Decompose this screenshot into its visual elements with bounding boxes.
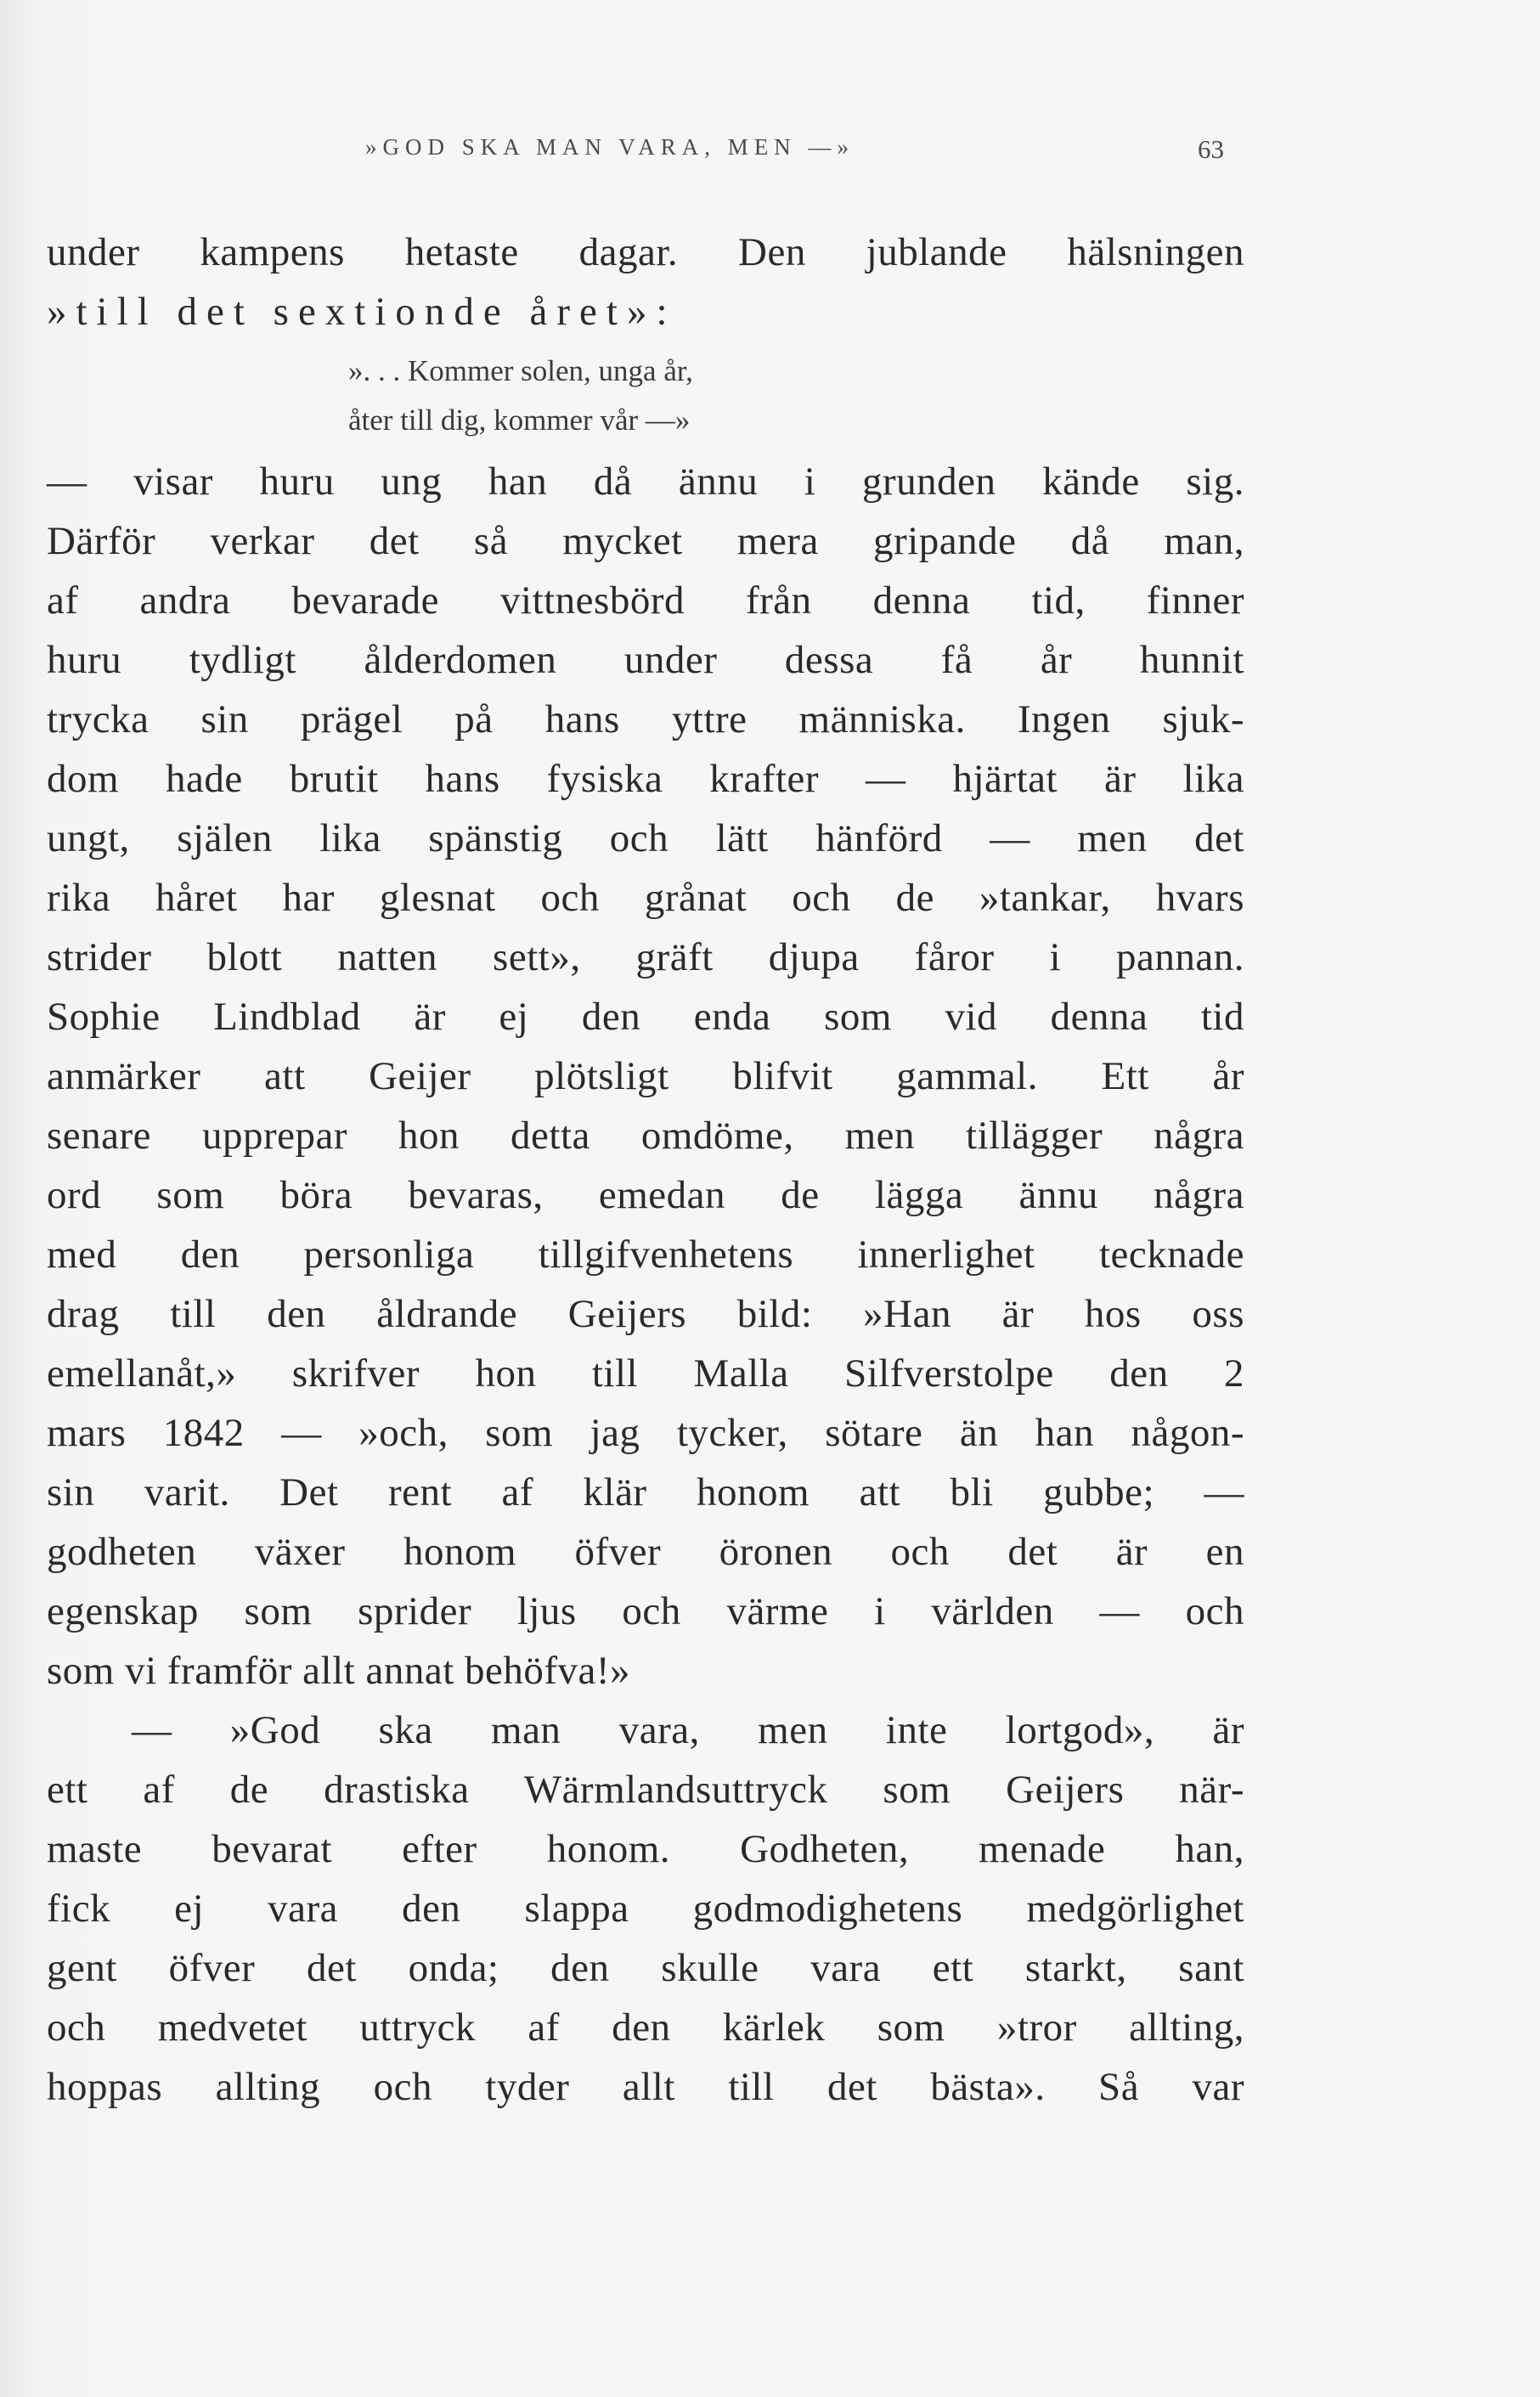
text-line: hoppas allting och tyder allt till det bästa». Så var [47, 2065, 1244, 2109]
text-line: »till det sextionde året»: [47, 290, 677, 334]
verse-line: åter till dig, kommer vår —» [348, 403, 691, 437]
text-line: sin varit. Det rent af klär honom att bli gubbe; — [47, 1470, 1244, 1514]
text-line: af andra bevarade vittnesbörd från denna tid, finner [47, 578, 1244, 623]
text-line: senare upprepar hon detta omdöme, men tillägger några [47, 1114, 1244, 1158]
text-line: under kampens hetaste dagar. Den jublande hälsningen [47, 230, 1244, 274]
text-line: trycka sin prägel på hans yttre människa. Ingen sjuk- [47, 697, 1244, 742]
page-header [0, 134, 1540, 177]
text-line: drag till den åldrande Geijers bild: »Han är hos oss [47, 1292, 1244, 1336]
text-line: Sophie Lindblad är ej den enda som vid denna tid [47, 995, 1244, 1039]
text-line: Därför verkar det så mycket mera gripande då man, [47, 519, 1244, 563]
running-head: »GOD SKA MAN VARA, MEN —» [365, 134, 855, 160]
text-line: mars 1842 — »och, som jag tycker, sötare än han någon- [47, 1411, 1244, 1455]
text-line: ett af de drastiska Wärmlandsuttryck som Geijers när- [47, 1768, 1244, 1812]
text-line: anmärker att Geijer plötsligt blifvit gammal. Ett år [47, 1054, 1244, 1098]
text-line: som vi framför allt annat behöfva!» [47, 1649, 631, 1693]
text-line: — »God ska man vara, men inte lortgod», är [132, 1708, 1244, 1752]
text-line: ord som böra bevaras, emedan de lägga ännu några [47, 1173, 1244, 1217]
text-line: godheten växer honom öfver öronen och det är en [47, 1530, 1244, 1574]
text-line: och medvetet uttryck af den kärlek som »tror allting, [47, 2005, 1244, 2050]
text-line: med den personliga tillgifvenhetens innerlighet tecknade [47, 1232, 1244, 1277]
text-line: emellanåt,» skrifver hon till Malla Silfverstolpe den 2 [47, 1351, 1244, 1396]
text-line: ungt, själen lika spänstig och lätt hänförd — men det [47, 816, 1244, 860]
text-line: strider blott natten sett», gräft djupa fåror i pannan. [47, 935, 1244, 979]
body-text [47, 223, 1244, 2117]
text-line: gent öfver det onda; den skulle vara ett starkt, sant [47, 1946, 1244, 1990]
text-line: egenskap som sprider ljus och värme i världen — och [47, 1589, 1244, 1633]
page-number: 63 [1198, 134, 1224, 164]
text-line: huru tydligt ålderdomen under dessa få år hunnit [47, 638, 1244, 682]
text-line: fick ej vara den slappa godmodighetens medgörlighet [47, 1887, 1244, 1931]
text-line: dom hade brutit hans fysiska krafter — hjärtat är lika [47, 757, 1244, 801]
text-line: maste bevarat efter honom. Godheten, menade han, [47, 1827, 1244, 1871]
verse-line: ». . . Kommer solen, unga år, [348, 354, 693, 387]
text-line: — visar huru ung han då ännu i grunden kände sig. [47, 460, 1244, 504]
text-line: rika håret har glesnat och grånat och de »tankar, hvars [47, 876, 1244, 920]
